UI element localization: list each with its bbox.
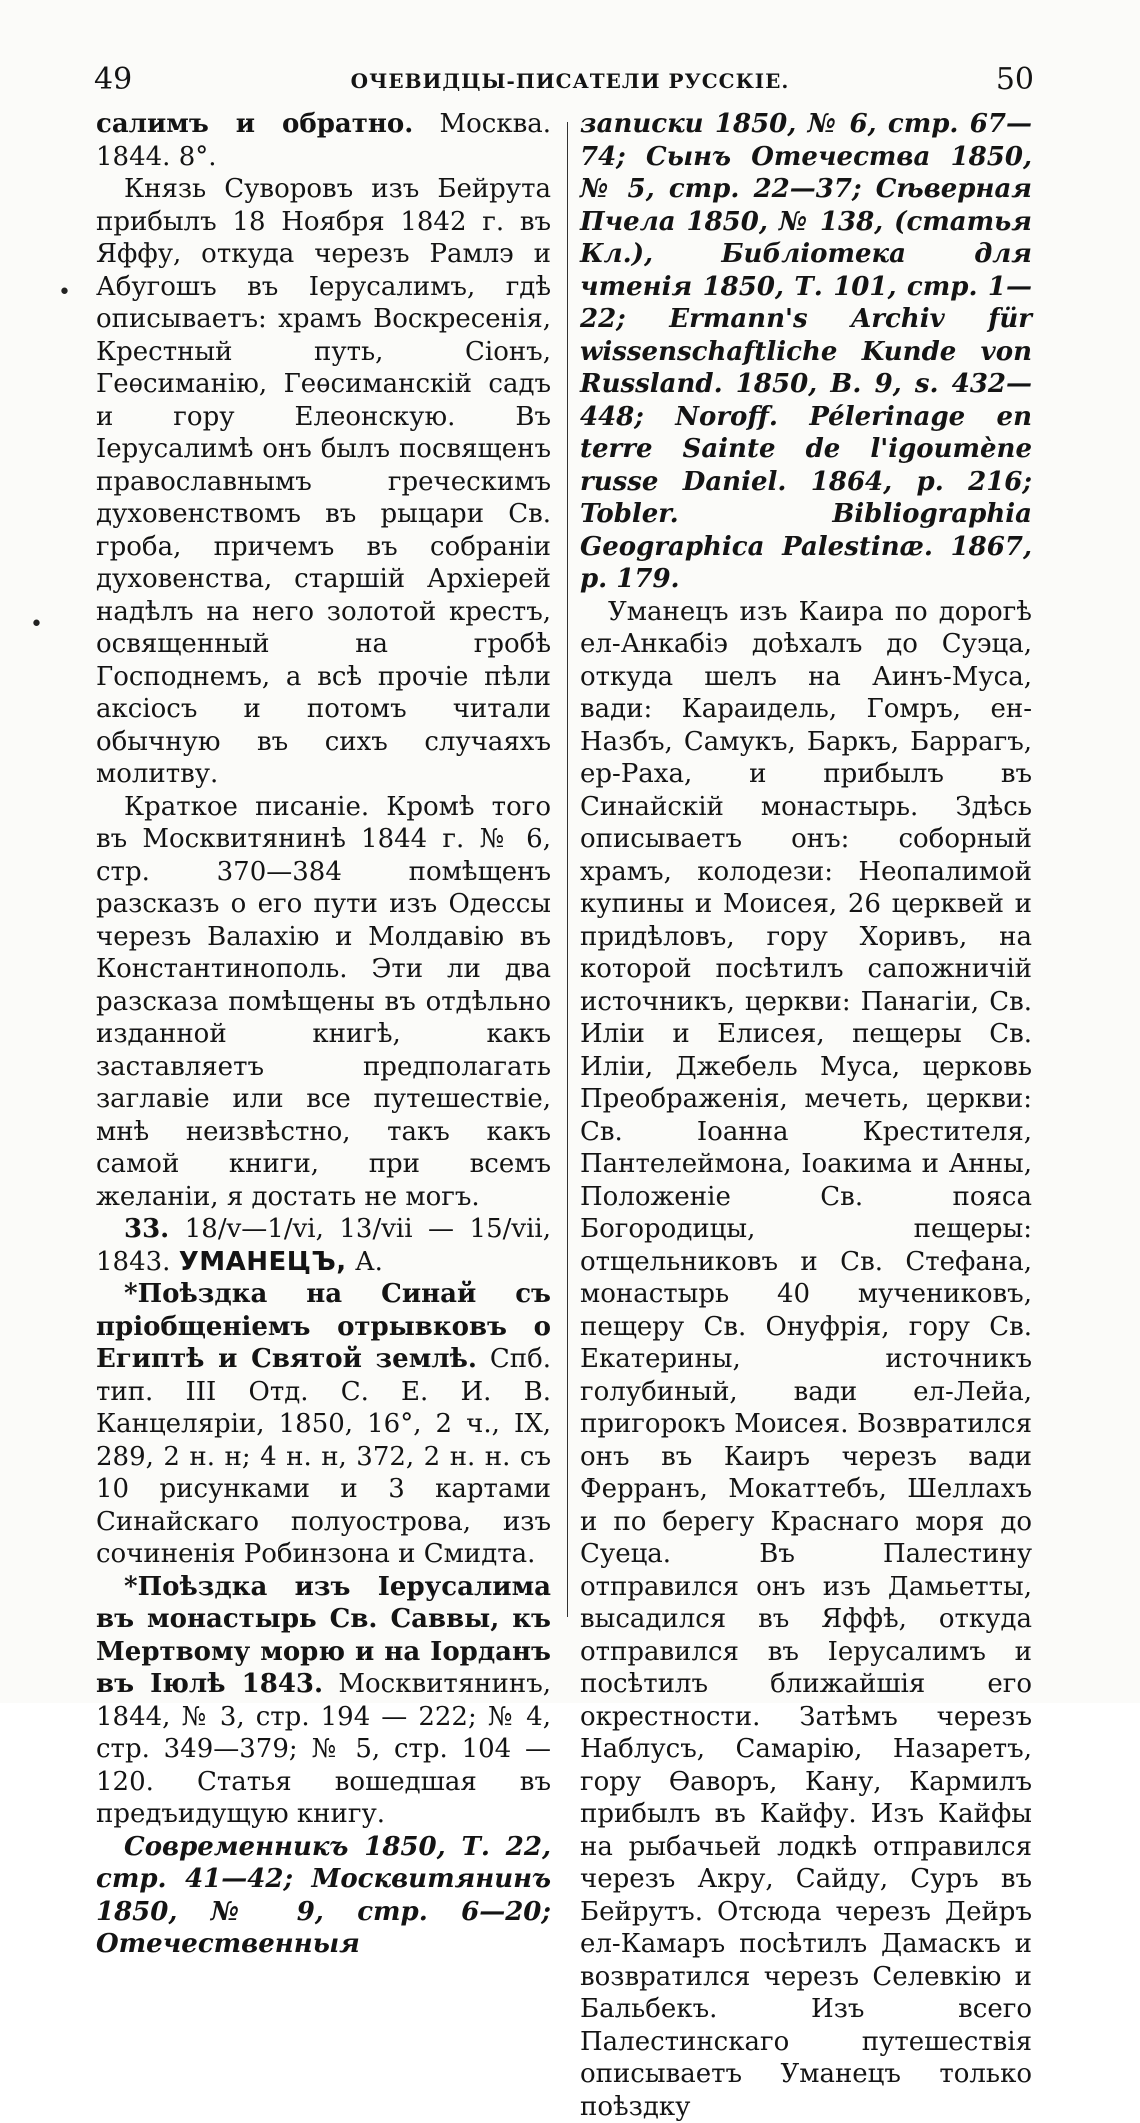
title-continuation: салимъ и обратно. [96, 109, 413, 139]
work-2-title: *Поѣздка изъ Іерусалима въ монастырь Св. Саввы, къ Мертвому морю и на Іорданъ въ Іюлѣ 1843. [96, 1572, 551, 1700]
entry-number: 33. [124, 1214, 169, 1244]
page-number-left: 49 [94, 60, 132, 100]
running-title: ОЧЕВИДЦЫ-ПИСАТЕЛИ РУССКІЕ. [90, 64, 1050, 98]
margin-mark: • [30, 614, 43, 636]
margin-mark: • [58, 282, 71, 304]
work-1-title: *Поѣздка на Синай съ пріобщеніемъ отрывковъ о Египтѣ и Святой землѣ. [96, 1279, 551, 1374]
references-continued: записки 1850, № 6, стр. 67—74; Сынъ Отечества 1850, № 5, стр. 22—37; Сѣверная Пчела 1850, № 138, (статья Кл.), Библіотека для чтенія 1850, Т. 101, стр. 1—22; Ermann's Archiv für wissenschaftliche Kunde von Russland. 1850, B. 9, s. 432—448; Noroff. Pélerinage en terre Sainte de l'igoumène russe Daniel. 1864, p. 216; Tobler. Bibliographia Geographica Palestinæ. 1867, p. 179. [580, 108, 1032, 596]
left-paragraph-2: Князь Суворовъ изъ Бейрута прибылъ 18 Ноября 1842 г. въ Яффу, откуда черезъ Рамлэ и Абугошъ въ Іерусалимъ, гдѣ описываетъ: храмъ Воскресенія, Крестный путь, Сіонъ, Геѳсиманію, Геѳсиманскій садъ и гору Елеонскую. Въ Іерусалимѣ онъ былъ посвященъ православнымъ греческимъ духовенствомъ въ рыцари Св. гроба, причемъ въ собраніи духовенства, старшій Архіерей надѣлъ на него золотой крестъ, освященный на гробѣ Господнемъ, а всѣ прочіе пѣли аксіосъ и потомъ читали обычную въ сихъ случаяхъ молитву. [96, 173, 551, 791]
left-paragraph-1 [96, 108, 551, 173]
entry-author-initial: А. [355, 1247, 383, 1277]
entry-dates: 18/v—1/vi, 13/vii — 15/vii, 1843. [96, 1214, 551, 1277]
column-divider [567, 122, 568, 1617]
references-start: Современникъ 1850, Т. 22, стр. 41—42; Москвитянинъ 1850, № 9, стр. 6—20; Отечественныя [96, 1831, 551, 1961]
publication-info: Москва. 1844. 8°. [96, 109, 551, 172]
work-2 [96, 1571, 551, 1831]
work-1-details: Спб. тип. III Отд. С. Е. И. В. Канцеляріи, 1850, 16°, 2 ч., IX, 289, 2 н. н; 4 н. н, 372, 2 н. н. съ 10 рисунками и 3 картами Синайскаго полуострова, изъ сочиненія Робинзона и Смидта. [96, 1344, 551, 1569]
work-1 [96, 1278, 551, 1571]
page-header [90, 60, 1050, 100]
right-column [580, 108, 1032, 2123]
entry-author: УМАНЕЦЪ, [179, 1247, 347, 1277]
page-number-right: 50 [996, 60, 1034, 100]
left-column [96, 108, 551, 1961]
left-paragraph-3: Краткое писаніе. Кромѣ того въ Москвитянинѣ 1844 г. № 6, стр. 370—384 помѣщенъ разсказъ о его пути изъ Одессы черезъ Валахію и Молдавію въ Константинополь. Эти ли два разсказа помѣщены въ отдѣльно изданной книгѣ, какъ заставляетъ предполагать заглавіе или все путешествіе, мнѣ неизвѣстно, такъ какъ самой книги, при всемъ желаніи, я достать не могъ. [96, 791, 551, 1214]
work-2-details: Москвитянинъ, 1844, № 3, стр. 194 — 222; № 4, стр. 349—379; № 5, стр. 104 — 120. Статья вошедшая въ предъидущую книгу. [96, 1669, 551, 1829]
entry-33-heading [96, 1213, 551, 1278]
right-paragraph-1: Уманецъ изъ Каира по дорогѣ ел-Анкабіэ доѣхалъ до Суэца, откуда шелъ на Аинъ-Муса, вади: Караидель, Гомръ, ен-Назбъ, Самукъ, Баркъ, Баррагъ, ер-Раха, и прибылъ въ Синайскій монастырь. Здѣсь описываетъ онъ: соборный храмъ, колодези: Неопалимой купины и Моисея, 26 церквей и придѣловъ, гору Хоривъ, на которой посѣтилъ сапожничій источникъ, церкви: Панагіи, Св. Иліи и Елисея, пещеры Св. Иліи, Джебель Муса, церковь Преображенія, мечеть, церкви: Св. Іоанна Крестителя, Пантелеймона, Іоакима и Анны, Положеніе Св. пояса Богородицы, пещеры: отщельниковъ и Св. Стефана, монастырь 40 мучениковъ, пещеру Св. Онуфрія, гору Св. Екатерины, источникъ голубиный, вади ел-Лейа, пригорокъ Моисея. Возвратился онъ въ Каиръ черезъ вади Ферранъ, Мокаттебъ, Шеллахъ и по берегу Краснаго моря до Суеца. Въ Палестину отправился онъ изъ Дамьетты, высадился въ Яффѣ, откуда отправился въ Іерусалимъ и посѣтилъ ближайшія его окрестности. Затѣмъ черезъ Наблусъ, Самарію, Назаретъ, гору Ѳаворъ, Кану, Кармилъ прибылъ въ Кайфу. Изъ Кайфы на рыбачьей лодкѣ отправился черезъ Акру, Сайду, Суръ въ Бейрутъ. Отсюда черезъ Дейръ ел-Камаръ посѣтилъ Дамаскъ и возвратился черезъ Селевкію и Бальбекъ. Изъ всего Палестинскаго путешествія описываетъ Уманецъ только поѣздку [580, 596, 1032, 2123]
